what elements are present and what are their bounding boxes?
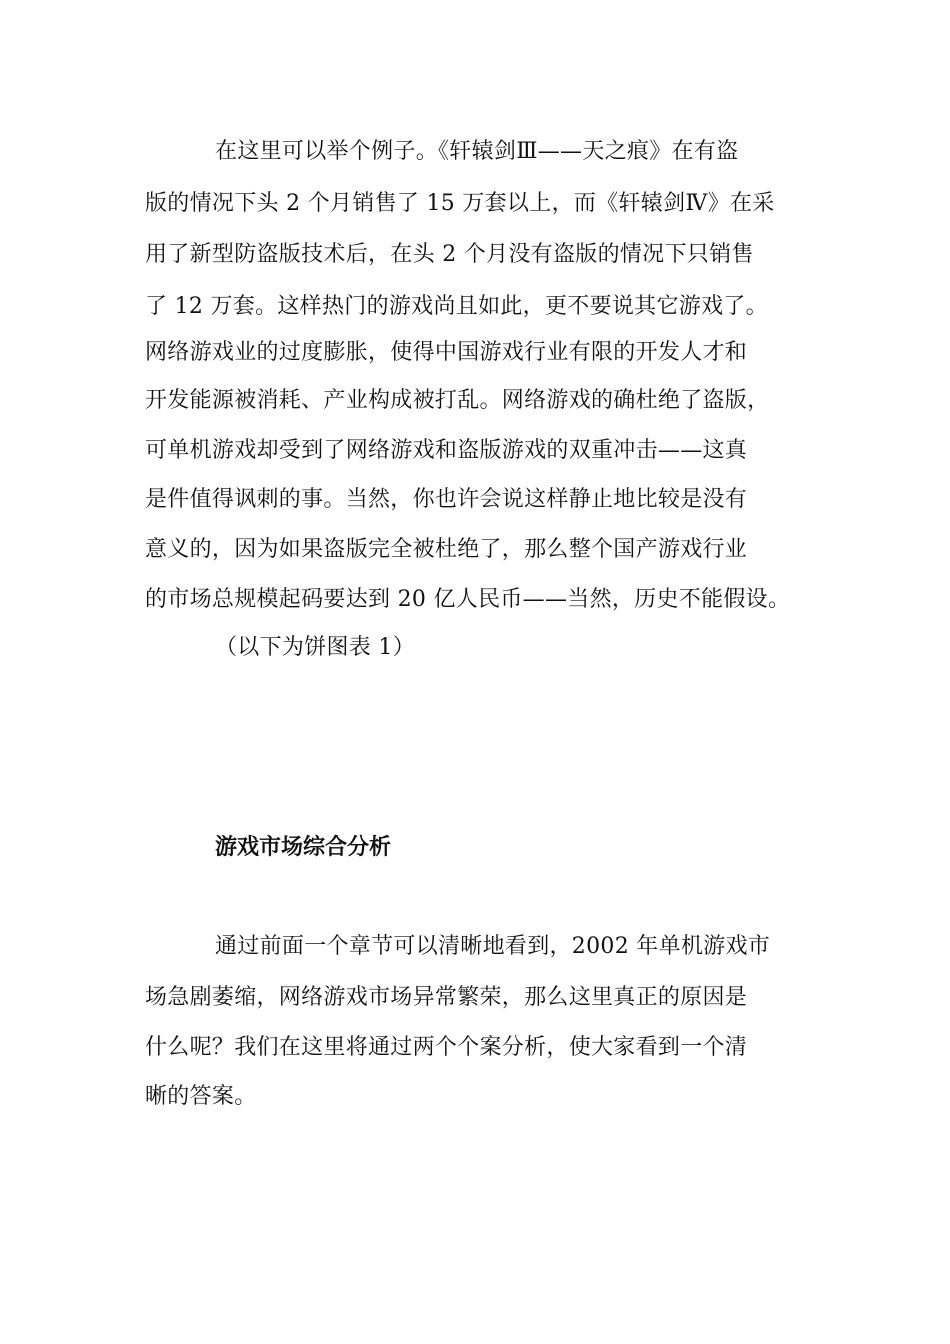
paragraph-line: 场急剧萎缩，网络游戏市场异常繁荣，那么这里真正的原因是: [145, 985, 748, 1010]
paragraph-line: 意义的，因为如果盗版完全被杜绝了，那么整个国产游戏行业: [145, 537, 748, 562]
paragraph-line: 是件值得讽刺的事。当然，你也许会说这样静止地比较是没有: [145, 487, 748, 512]
paragraph-line: 可单机游戏却受到了网络游戏和盗版游戏的双重冲击——这真: [145, 438, 748, 463]
paragraph-line: 晰的答案。: [145, 1084, 257, 1109]
paragraph-line: 的市场总规模起码要达到 20 亿人民币——当然，历史不能假设。: [145, 587, 791, 612]
paragraph-line: 版的情况下头 2 个月销售了 15 万套以上，而《轩辕剑Ⅳ》在采: [145, 191, 775, 216]
paragraph-line: 了 12 万套。这样热门的游戏尚且如此，更不要说其它游戏了。: [145, 294, 768, 319]
chart-placeholder-note: （以下为饼图表 1）: [215, 635, 415, 660]
paragraph-line: 在这里可以举个例子。《轩辕剑Ⅲ——天之痕》在有盗: [215, 139, 739, 164]
section-heading: 游戏市场综合分析: [215, 835, 392, 860]
paragraph-line: 什么呢？我们在这里将通过两个个案分析，使大家看到一个清: [145, 1035, 748, 1060]
paragraph-line: 开发能源被消耗、产业构成被打乱。网络游戏的确杜绝了盗版，: [145, 388, 770, 413]
paragraph-line: 用了新型防盗版技术后，在头 2 个月没有盗版的情况下只销售: [145, 242, 754, 267]
paragraph-line: 通过前面一个章节可以清晰地看到，2002 年单机游戏市: [215, 934, 771, 959]
paragraph-line: 网络游戏业的过度膨胀，使得中国游戏行业有限的开发人才和: [145, 340, 748, 365]
